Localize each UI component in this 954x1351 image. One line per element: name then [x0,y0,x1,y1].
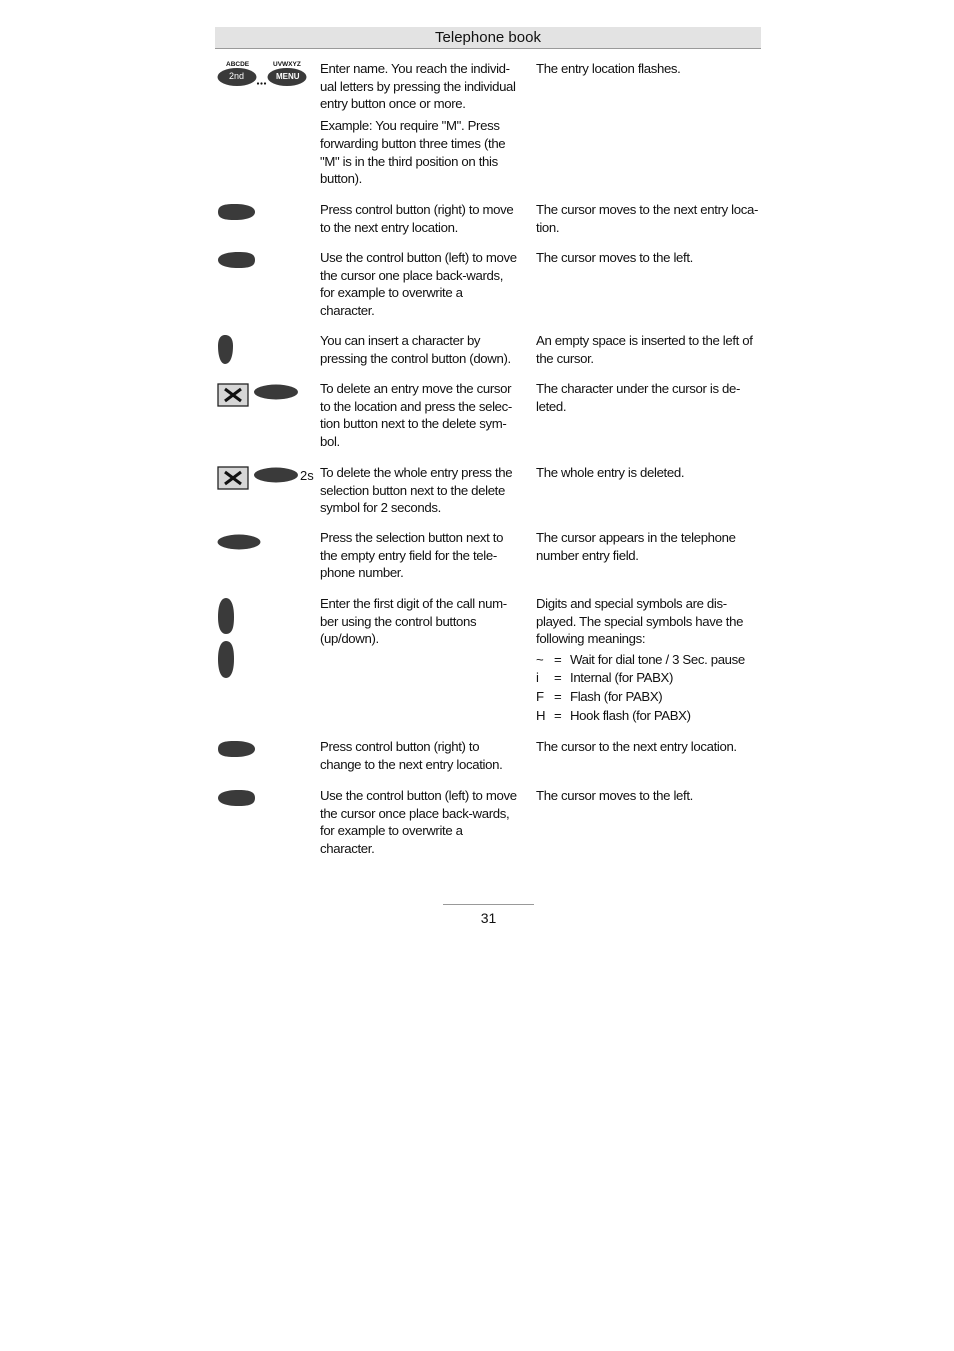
instruction-paragraph: Press control button (right) to move to the next entry location. [320,202,514,235]
key-2nd-label: 2nd [229,71,245,81]
symbol-meaning: Flash (for PABX) [570,688,663,704]
symbol-meaning: Wait for dial tone / 3 Sec. pause [570,651,745,667]
list-item [536,687,762,706]
symbol-meaning: Hook flash (for PABX) [570,707,691,723]
instruction-paragraph: Use the control button (left) to move the cursor one place back-wards, for example to overwrite a character. [320,250,517,319]
page-number: 31 [480,910,497,926]
result-paragraph: The cursor moves to the next entry loca-tion. [536,202,759,235]
hold-duration-label: 2s [300,468,314,483]
key-menu-top-label: UVWXYZ [273,61,301,68]
control-up-down-icon [215,595,315,695]
instruction-paragraph: To delete the whole entry press the selection button next to the delete symbol for 2 seconds. [320,465,513,516]
control-down-icon [218,641,234,678]
page-header [215,27,761,49]
result-paragraph: The cursor to the next entry location. [536,739,737,754]
result-paragraph: An empty space is inserted to the left of the cursor. [536,333,753,366]
result-paragraph: The cursor moves to the left. [536,788,693,803]
result-paragraph: Digits and special symbols are dis-played. The special symbols have the following meanings: [536,596,744,647]
list-item [536,706,762,725]
footer-divider [443,904,534,905]
symbol-equals: = [554,651,562,667]
instruction-paragraph: Press the selection button next to the empty entry field for the tele-phone number. [320,530,504,581]
result-paragraph: The entry location flashes. [536,61,681,76]
instruction-paragraph: Use the control button (left) to move the cursor once place back-wards, for example to overwrite a character. [320,788,517,857]
instruction-paragraph: Press control button (right) to change to the next entry location. [320,739,503,772]
control-up-icon [218,598,234,634]
symbol-equals: = [554,688,562,704]
selection-button-icon [254,385,298,400]
control-left-icon [215,787,315,887]
key-2nd-top-label: ABCDE [226,61,250,68]
selection-button-icon [254,468,298,483]
symbol-key: i [536,670,539,686]
list-item [536,669,762,688]
instruction-paragraph: To delete an entry move the cursor to the location and press the selec-tion button next to the delete sym-bol. [320,381,512,450]
page-title: Telephone book [435,29,541,46]
special-symbols-list [536,650,762,725]
result-paragraph: The cursor moves to the left. [536,250,693,265]
symbol-key: ~ [536,651,544,667]
instruction-paragraph: Enter the first digit of the call num-ber using the control buttons (up/down). [320,596,507,647]
result-paragraph: The cursor appears in the telephone number entry field. [536,530,736,563]
symbol-meaning: Internal (for PABX) [570,670,674,686]
result-paragraph: The character under the cursor is de-leted. [536,381,741,414]
symbol-key: H [536,707,546,723]
list-item [536,650,762,669]
key-menu-label: MENU [276,72,300,81]
instruction-paragraph: You can insert a character by pressing the control button (down). [320,333,511,366]
instruction-text [320,60,520,188]
symbol-equals: = [554,707,562,723]
symbol-key: F [536,688,544,704]
instruction-paragraph: Enter name. You reach the individ-ual letters by pressing the individual entry button once or more. [320,61,516,112]
symbol-equals: = [554,670,562,686]
result-paragraph: The whole entry is deleted. [536,465,685,480]
keypad-keys-icon [215,60,315,160]
instruction-paragraph: Example: You require "M". Press forwarding button three times (the "M" is in the third position on this button). [320,118,506,187]
result-text [536,60,762,78]
